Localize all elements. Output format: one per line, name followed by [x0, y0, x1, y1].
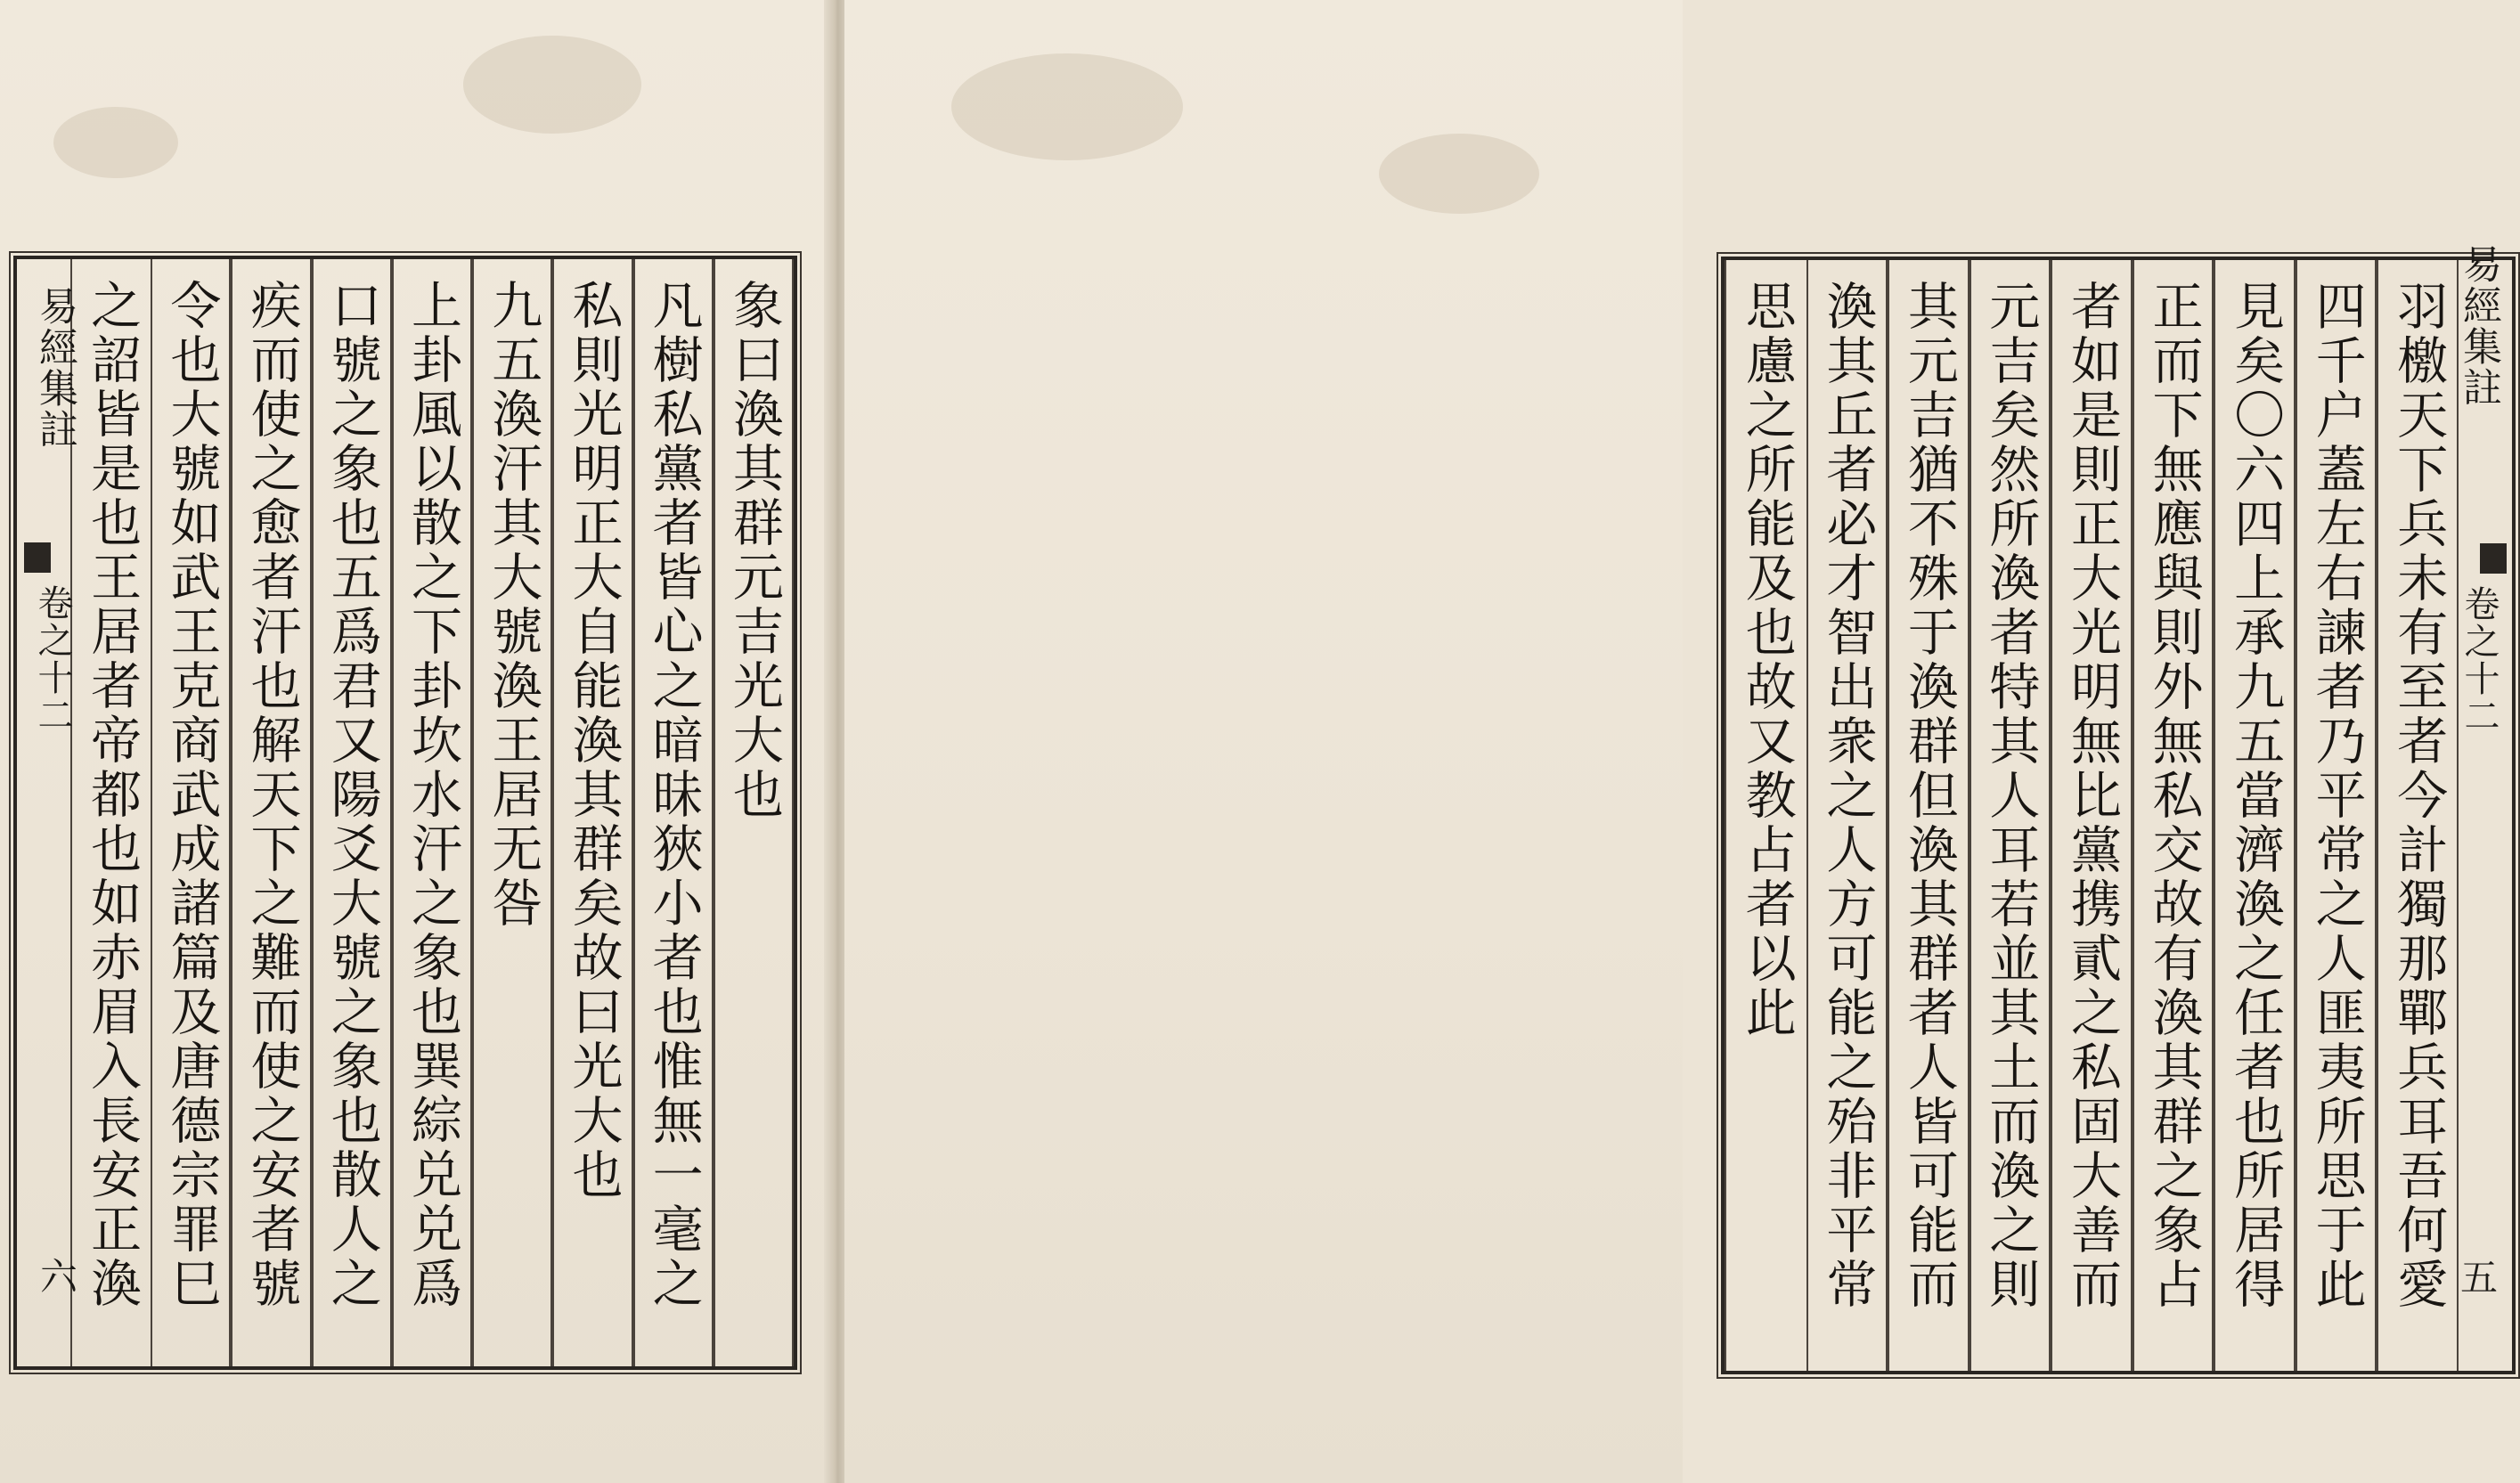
fish-tail-mark	[2480, 543, 2507, 574]
column-text: 渙其丘者必才智出衆之人方可能之殆非平常	[1817, 280, 1877, 1312]
column-text: 元吉矣然所渙者特其人耳若並其土而渙之則	[1980, 280, 2040, 1312]
text-column	[552, 259, 632, 1366]
text-column	[312, 259, 392, 1366]
text-column	[1970, 260, 2051, 1371]
column-text: 之詔皆是也王居者帝都也如赤眉入長安正渙	[82, 279, 142, 1311]
column-text: 羽檄天下兵未有至者今計獨那鄲兵耳吾何愛	[2388, 280, 2448, 1312]
column-text: 見矣〇六四上承九五當濟渙之任者也所居得	[2225, 280, 2285, 1312]
text-column	[2377, 260, 2459, 1371]
text-column	[1725, 260, 1806, 1371]
right-columns	[1725, 260, 2512, 1371]
left-page	[0, 0, 828, 1483]
right-banxin-leaf: 五	[2455, 1258, 2499, 1297]
column-text: 象曰渙其群元吉光大也	[724, 279, 784, 822]
column-text: 四千户蓋左右諫者乃平常之人匪夷所思于此	[2307, 280, 2367, 1312]
column-text: 疾而使之愈者汗也解天下之難而使之安者號	[242, 279, 302, 1311]
right-banxin-title: 易經集註	[2456, 244, 2501, 408]
column-text: 其元吉猶不殊于渙群但渙其群者人皆可能而	[1899, 280, 1959, 1312]
column-text: 九五渙汗其大號渙王居无咎	[483, 279, 542, 931]
column-text: 令也大號如武王克商武成諸篇及唐德宗罪巳	[161, 279, 221, 1311]
column-text: 上卦風以散之下卦坎水汗之象也巽綜兑兑爲	[403, 279, 462, 1311]
text-column	[151, 259, 231, 1366]
column-text: 思慮之所能及也故又教占者以此	[1737, 280, 1797, 1040]
paper-stain	[951, 53, 1183, 160]
left-text-frame	[13, 256, 797, 1370]
text-column	[2051, 260, 2133, 1371]
left-banxin-title: 易經集註	[32, 286, 77, 450]
text-column	[231, 259, 311, 1366]
text-column	[714, 259, 794, 1366]
column-text: 正而下無應與則外無私交故有渙其群之象占	[2144, 280, 2204, 1312]
paper-stain	[463, 36, 641, 134]
text-column	[2296, 260, 2377, 1371]
text-column	[633, 259, 714, 1366]
fish-tail-mark	[24, 542, 51, 573]
text-column	[392, 259, 472, 1366]
text-column	[1806, 260, 1888, 1371]
text-column	[1888, 260, 1970, 1371]
column-text: 者如是則正大光明無比黨携貳之私固大善而	[2062, 280, 2122, 1312]
text-column	[472, 259, 552, 1366]
column-text: 私則光明正大自能渙其群矣故曰光大也	[563, 279, 623, 1202]
column-text: 凡樹私黨者皆心之暗昧狹小者也惟無一毫之	[644, 279, 704, 1311]
right-page	[844, 0, 2501, 1483]
right-text-frame	[1721, 244, 2516, 1374]
text-column	[2133, 260, 2214, 1371]
left-banxin-leaf: 六	[35, 1257, 78, 1296]
right-banxin-volume: 卷之十二	[2459, 585, 2500, 735]
left-columns	[17, 259, 794, 1366]
left-banxin-volume: 卷之十二	[32, 584, 73, 734]
text-column	[2214, 260, 2296, 1371]
paper-stain	[1379, 134, 1539, 214]
paper-stain	[53, 107, 178, 178]
column-text: 口號之象也五爲君又陽爻大號之象也散人之	[322, 279, 382, 1311]
